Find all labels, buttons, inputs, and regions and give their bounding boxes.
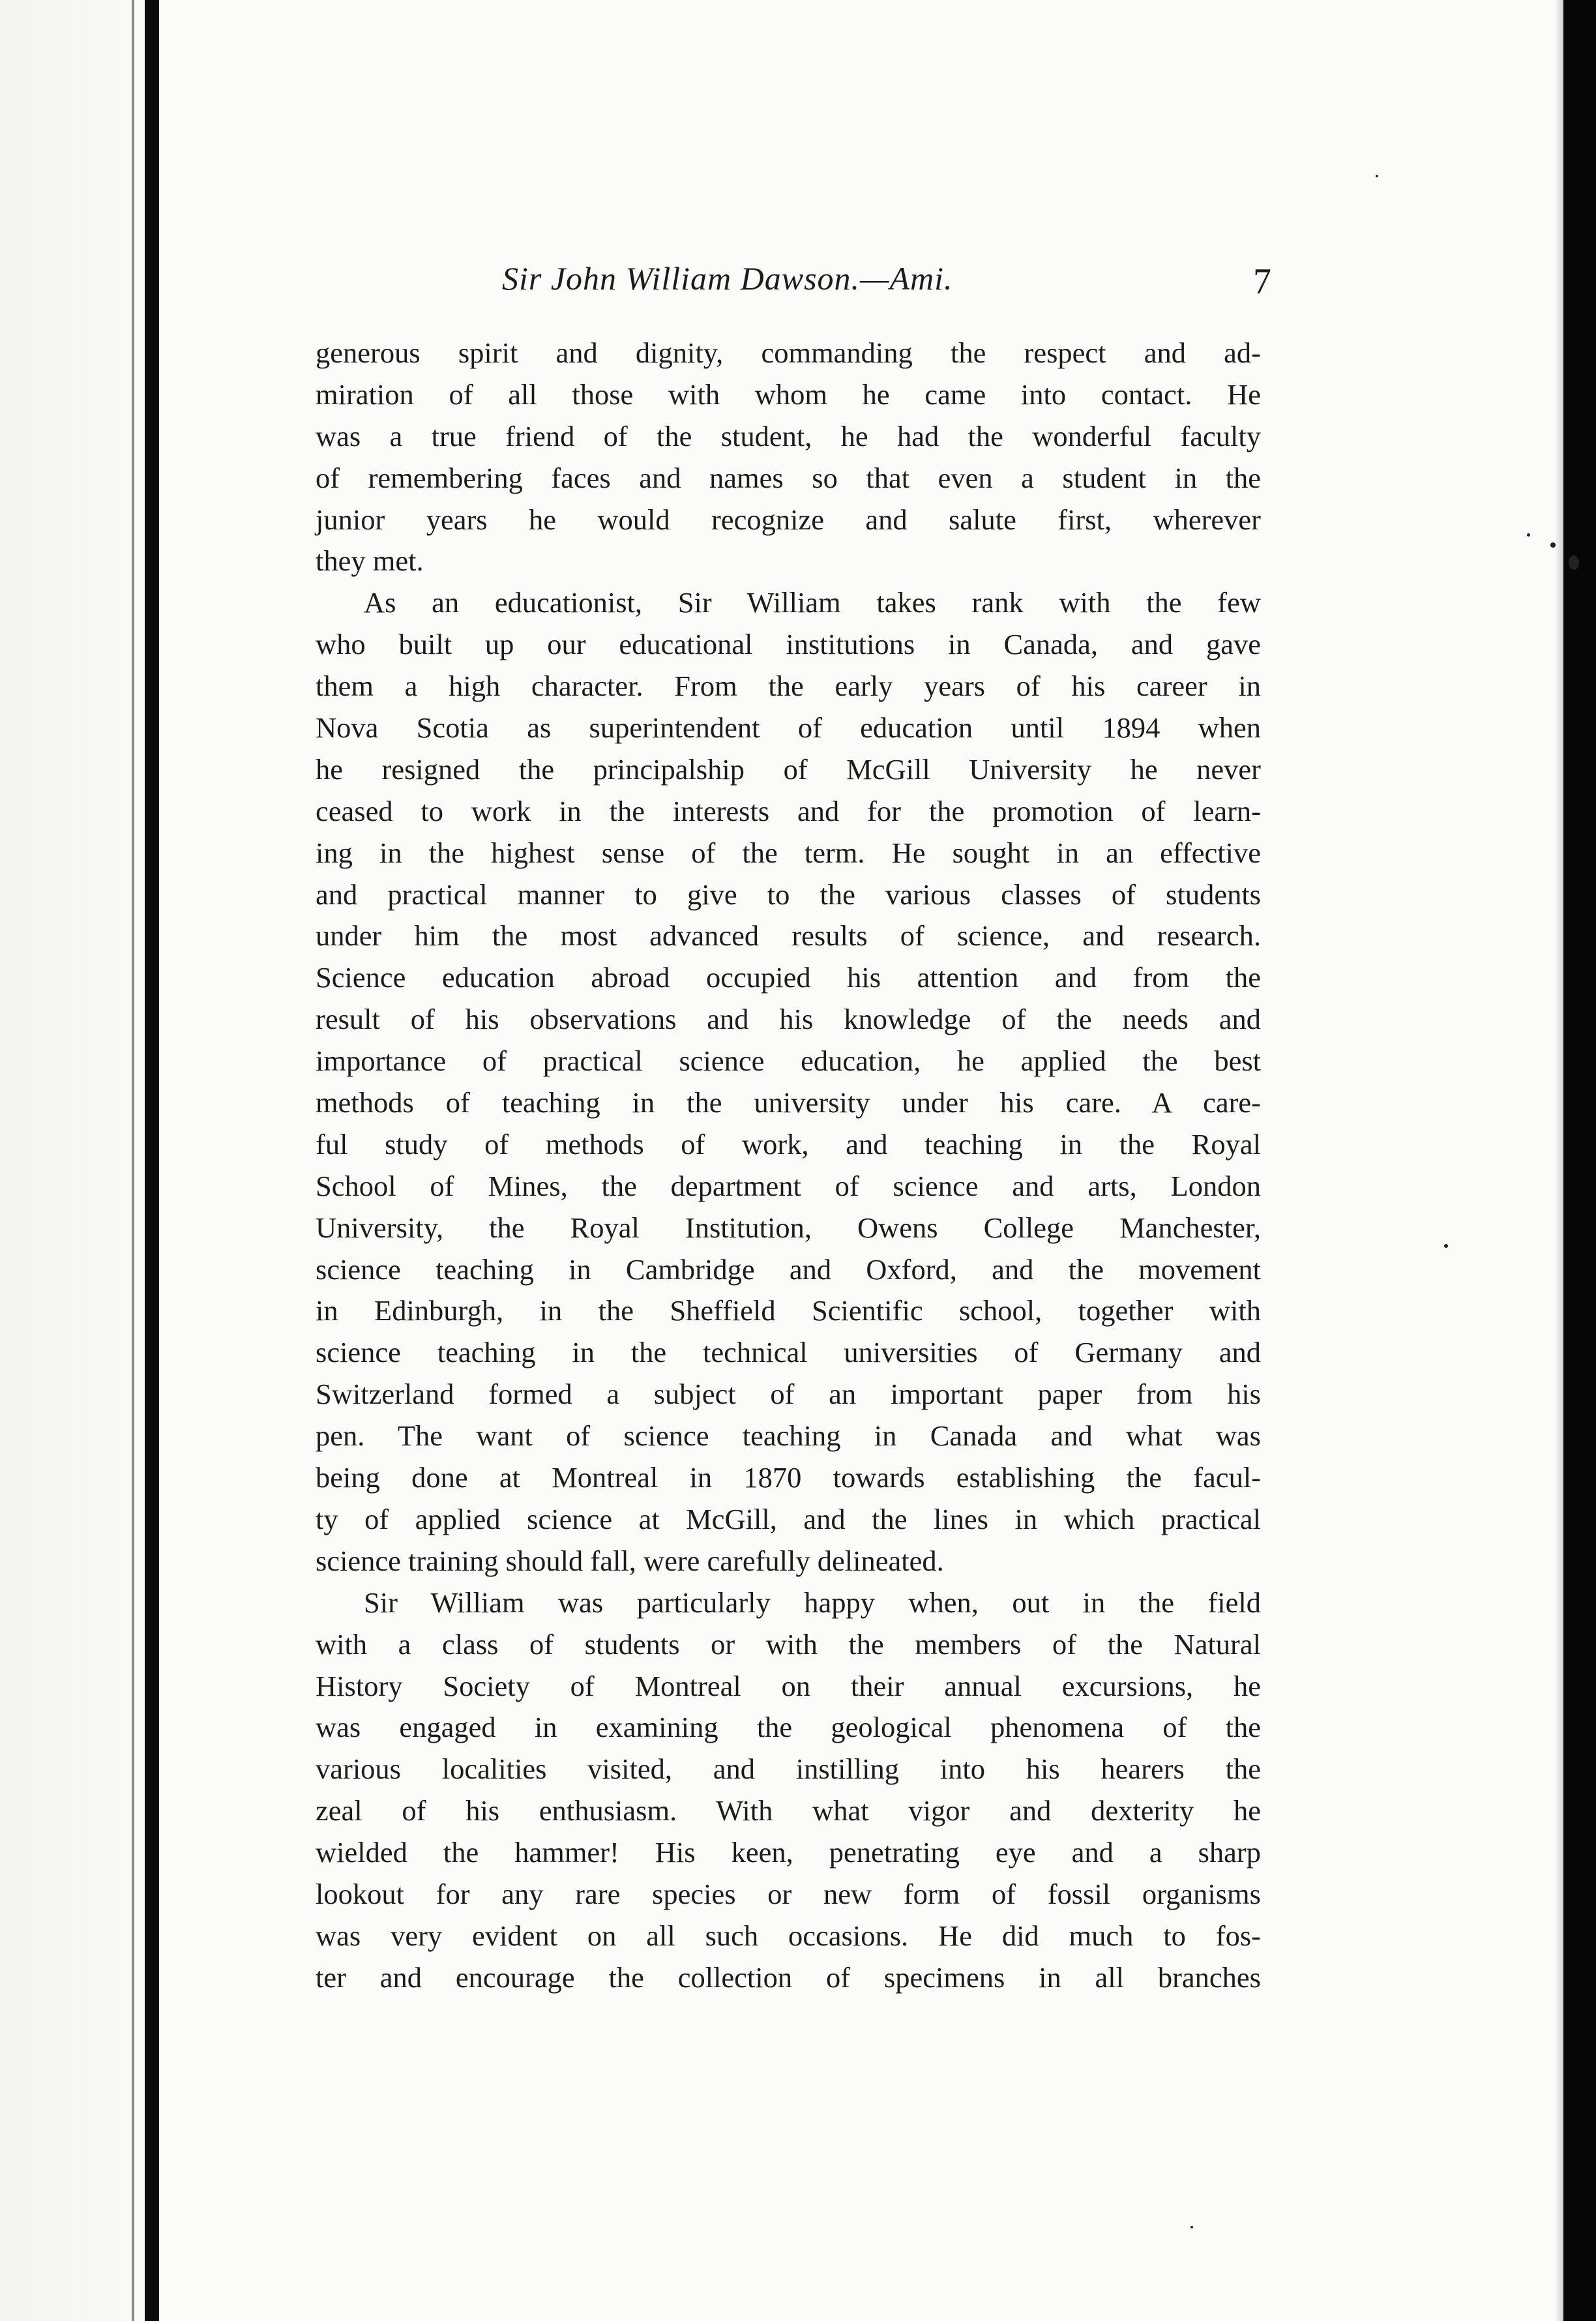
text-line: methods of teaching in the university under his care. A care- [316, 1086, 1261, 1119]
text-line: Sir William was particularly happy when, out in the field [364, 1586, 1261, 1619]
text-line: As an educationist, Sir William takes rank with the few [364, 586, 1261, 619]
paragraph [316, 582, 1261, 1582]
text-line: science teaching in Cambridge and Oxford, and the movement [316, 1252, 1261, 1286]
binding-edge-thin [132, 0, 134, 2321]
text-line: miration of all those with whom he came into contact. He [316, 377, 1261, 411]
scan-speck [1569, 555, 1579, 570]
text-line: History Society of Montreal on their annual excursions, he [316, 1669, 1261, 1702]
text-line: science teaching in the technical universities of Germany and [316, 1336, 1261, 1369]
right-page-edge [1563, 0, 1596, 2321]
text-line: ter and encourage the collection of specimens in all branches [316, 1960, 1261, 1994]
text-line: lookout for any rare species or new form of fossil organisms [316, 1877, 1261, 1910]
scan-speck [1190, 2226, 1193, 2228]
text-line: he resigned the principalship of McGill University he never [316, 752, 1261, 786]
body-text [316, 333, 1261, 1999]
paragraph [316, 333, 1261, 582]
paragraph [316, 1582, 1261, 1999]
binding-edge [145, 0, 159, 2321]
text-line: was very evident on all such occasions. He did much to fos- [316, 1919, 1261, 1952]
text-line: ceased to work in the interests and for the promotion of learn- [316, 794, 1261, 827]
right-edge-shadow [1554, 0, 1563, 2321]
text-line: result of his observations and his knowledge of the needs and [316, 1003, 1261, 1036]
text-line: Nova Scotia as superintendent of education until 1894 when [316, 711, 1261, 745]
text-line: was engaged in examining the geological phenomena of the [316, 1711, 1261, 1744]
text-line: under him the most advanced results of science, and research. [316, 919, 1261, 953]
text-line: ty of applied science at McGill, and the lines in which practical [316, 1502, 1261, 1535]
text-line: School of Mines, the department of science and arts, London [316, 1169, 1261, 1202]
text-line: Switzerland formed a subject of an important paper from his [316, 1378, 1261, 1411]
text-line: generous spirit and dignity, commanding the respect and ad- [316, 336, 1261, 369]
text-line: science training should fall, were carefully delineated. [316, 1544, 944, 1577]
scan-speck [1444, 1244, 1448, 1248]
scan-speck [1376, 175, 1378, 177]
text-line: Science education abroad occupied his attention and from the [316, 961, 1261, 994]
text-line: of remembering faces and names so that even a student in the [316, 461, 1261, 494]
left-page-margin [0, 0, 162, 2321]
text-line: wielded the hammer! His keen, penetrating eye and a sharp [316, 1836, 1261, 1869]
text-line: and practical manner to give to the various classes of students [316, 878, 1261, 911]
scan-speck [1550, 542, 1556, 548]
running-head-title: Sir John William Dawson.—Ami. [502, 260, 953, 297]
text-line: ing in the highest sense of the term. He sought in an effective [316, 836, 1261, 869]
text-line: them a high character. From the early years of his career in [316, 670, 1261, 703]
running-head [502, 259, 1271, 305]
scan-speck [1527, 533, 1530, 537]
text-line: they met. [316, 544, 424, 578]
page-number: 7 [1253, 261, 1271, 302]
text-line: zeal of his enthusiasm. With what vigor and dexterity he [316, 1794, 1261, 1827]
text-line: who built up our educational institutions in Canada, and gave [316, 628, 1261, 661]
text-line: being done at Montreal in 1870 towards establishing the facul- [316, 1461, 1261, 1494]
text-line: in Edinburgh, in the Sheffield Scientific school, together with [316, 1294, 1261, 1327]
text-line: University, the Royal Institution, Owens College Manchester, [316, 1211, 1261, 1244]
text-line: junior years he would recognize and salute first, wherever [316, 503, 1261, 536]
text-line: with a class of students or with the members of the Natural [316, 1627, 1261, 1661]
text-line: was a true friend of the student, he had the wonderful faculty [316, 419, 1261, 452]
text-line: importance of practical science education, he applied the best [316, 1044, 1261, 1078]
text-line: various localities visited, and instilling into his hearers the [316, 1752, 1261, 1786]
text-line: ful study of methods of work, and teaching in the Royal [316, 1127, 1261, 1160]
text-line: pen. The want of science teaching in Canada and what was [316, 1419, 1261, 1453]
